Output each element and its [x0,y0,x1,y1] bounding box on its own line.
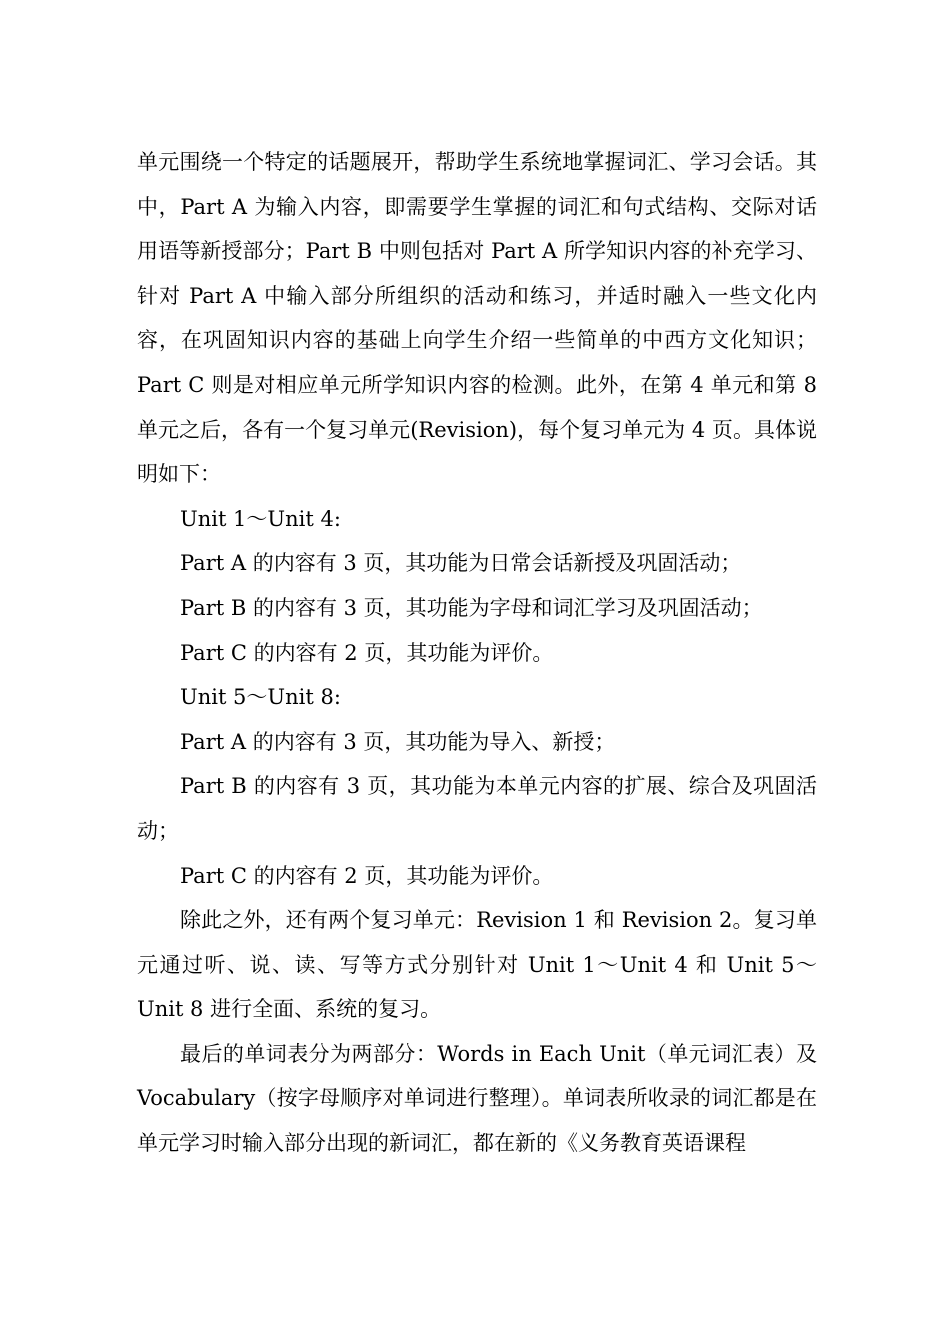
heading-unit-5-8: Unit 5～Unit 8: [180,685,341,710]
paragraph-word-list: 最后的单词表分为两部分：Words in Each Unit（单元词汇表）及 Vocabulary（按字母顺序对单词进行整理）。单词表所收录的词汇都是在单元学习时输入部分出现的新词汇，都在新的《义务教育英语课程 [137,1041,817,1156]
item-unit-5-8-part-a: Part A 的内容有 3 页，其功能为导入、新授； [180,729,616,754]
paragraph-revision-units: 除此之外，还有两个复习单元：Revision 1 和 Revision 2。复习单元通过听、说、读、写等方式分别针对 Unit 1～Unit 4 和 Unit 5～Unit 8 进行全面、系统的复习。 [137,908,817,1022]
item-unit-1-4-part-a: Part A 的内容有 3 页，其功能为日常会话新授及巩固活动； [180,551,742,576]
heading-unit-1-4: Unit 1～Unit 4: [180,506,341,531]
item-unit-5-8-part-c: Part C 的内容有 2 页，其功能为评价。 [180,863,554,888]
paragraph-unit-structure: 单元围绕一个特定的话题展开，帮助学生系统地掌握词汇、学习会话。其中，Part A 为输入内容，即需要学生掌握的词汇和句式结构、交际对话用语等新授部分；Part B 中则包括对 Part A 所学知识内容的补充学习、针对 Part A 中输入部分所组织的活动和练习，并适时融入一些文化内容，在巩固知识内容的基础上向学生介绍一些简单的中西方文化知识；Part C 则是对相应单元所学知识内容的检测。此外，在第 4 单元和第 8 单元之后，各有一个复习单元(Revision)，每个复习单元为 4 页。具体说明如下： [137,150,817,487]
item-unit-1-4-part-c: Part C 的内容有 2 页，其功能为评价。 [180,640,554,665]
item-unit-5-8-part-b: Part B 的内容有 3 页，其功能为本单元内容的扩展、综合及巩固活动； [137,774,817,843]
item-unit-1-4-part-b: Part B 的内容有 3 页，其功能为字母和词汇学习及巩固活动； [180,595,763,620]
body-text [137,140,817,1166]
